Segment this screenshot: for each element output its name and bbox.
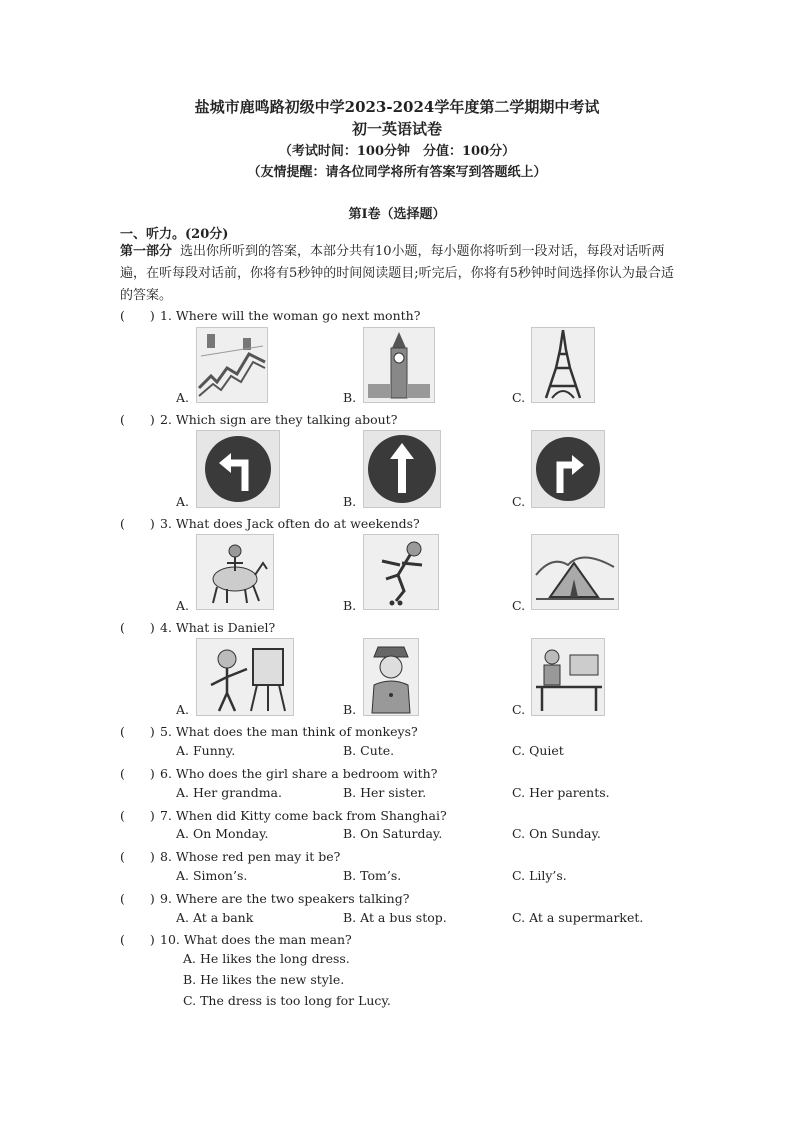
option-letter-b: B. <box>343 390 357 405</box>
option-a[interactable]: A. Her grandma. <box>176 785 282 800</box>
option-c[interactable]: C. Lily’s. <box>512 868 567 883</box>
question-text: 1. Where will the woman go next month? <box>160 308 421 323</box>
option-a[interactable]: A. On Monday. <box>176 826 269 841</box>
option-letter-a: A. <box>176 494 190 509</box>
question-3 <box>120 514 420 532</box>
answer-bracket[interactable]: ( ) <box>120 849 155 864</box>
question-7 <box>120 806 447 824</box>
answer-bracket[interactable]: ( ) <box>120 932 155 947</box>
painter-icon <box>196 638 294 716</box>
option-b[interactable]: B. On Saturday. <box>343 826 443 841</box>
option-b[interactable]: B. Tom’s. <box>343 868 402 883</box>
question-text: 3. What does Jack often do at weekends? <box>160 516 420 531</box>
turn-left-sign-icon <box>196 430 280 508</box>
exam-subtitle: 初一英语试卷 <box>351 120 442 138</box>
answer-bracket[interactable]: ( ) <box>120 516 155 531</box>
question-text: 5. What does the man think of monkeys? <box>160 724 418 739</box>
eiffel-tower-icon <box>531 327 595 403</box>
question-text: 9. Where are the two speakers talking? <box>160 891 410 906</box>
answer-bracket[interactable]: ( ) <box>120 620 155 635</box>
option-b[interactable]: B. Her sister. <box>343 785 427 800</box>
exam-reminder: （友情提醒：请各位同学将所有答案写到答题纸上） <box>247 165 547 180</box>
big-ben-icon <box>363 327 435 403</box>
option-c[interactable]: C. The dress is too long for Lucy. <box>183 993 391 1008</box>
option-c[interactable]: C. Quiet <box>512 743 564 758</box>
option-b[interactable]: B. Cute. <box>343 743 395 758</box>
option-letter-b: B. <box>343 494 357 509</box>
option-a[interactable]: A. Simon’s. <box>176 868 248 883</box>
great-wall-icon <box>196 327 268 403</box>
volume-heading: 第Ⅰ卷（选择题） <box>348 207 446 222</box>
part-text: 选出你所听到的答案，本部分共有10小题，每小题你将听到一段对话，每段对话听两遍，在听每段对话前，你将有5秒钟的时间阅读题目;听完后，你将有5秒钟时间选择你认为最合适的答案。 <box>120 244 674 303</box>
question-5 <box>120 722 418 740</box>
option-c[interactable]: C. Her parents. <box>512 785 610 800</box>
option-c[interactable]: C. At a supermarket. <box>512 910 644 925</box>
police-officer-icon <box>363 638 419 716</box>
question-text: 8. Whose red pen may it be? <box>160 849 341 864</box>
option-letter-c: C. <box>512 494 526 509</box>
question-text: 7. When did Kitty come back from Shanghai? <box>160 808 447 823</box>
answer-bracket[interactable]: ( ) <box>120 308 155 323</box>
question-9 <box>120 889 409 907</box>
section-heading: 一、听力。(20分) <box>120 227 229 242</box>
question-8 <box>120 847 340 865</box>
question-10 <box>120 930 352 948</box>
turn-right-sign-icon <box>531 430 605 508</box>
question-text: 2. Which sign are they talking about? <box>160 412 398 427</box>
question-2 <box>120 410 397 428</box>
option-b[interactable]: B. At a bus stop. <box>343 910 447 925</box>
answer-bracket[interactable]: ( ) <box>120 808 155 823</box>
answer-bracket[interactable]: ( ) <box>120 412 155 427</box>
go-straight-sign-icon <box>363 430 441 508</box>
option-letter-a: A. <box>176 702 190 717</box>
question-1 <box>120 306 420 324</box>
option-letter-b: B. <box>343 702 357 717</box>
answer-bracket[interactable]: ( ) <box>120 766 155 781</box>
answer-bracket[interactable]: ( ) <box>120 724 155 739</box>
option-letter-a: A. <box>176 390 190 405</box>
option-letter-c: C. <box>512 598 526 613</box>
answer-bracket[interactable]: ( ) <box>120 891 155 906</box>
office-worker-icon <box>531 638 605 716</box>
option-letter-c: C. <box>512 702 526 717</box>
camping-tent-icon <box>531 534 619 610</box>
option-letter-b: B. <box>343 598 357 613</box>
option-letter-a: A. <box>176 598 190 613</box>
option-a[interactable]: A. At a bank <box>176 910 254 925</box>
option-letter-c: C. <box>512 390 526 405</box>
part-label: 第一部分 <box>120 244 173 259</box>
option-b[interactable]: B. He likes the new style. <box>183 972 345 987</box>
exam-title: 盐城市鹿鸣路初级中学2023-2024学年度第二学期期中考试 <box>194 98 600 116</box>
question-text: 4. What is Daniel? <box>160 620 276 635</box>
exam-time-score: （考试时间：100分钟 分值：100分） <box>278 144 516 159</box>
question-text: 10. What does the man mean? <box>160 932 352 947</box>
horse-riding-icon <box>196 534 274 610</box>
option-a[interactable]: A. Funny. <box>176 743 236 758</box>
roller-skating-icon <box>363 534 439 610</box>
option-a[interactable]: A. He likes the long dress. <box>183 951 350 966</box>
option-c[interactable]: C. On Sunday. <box>512 826 601 841</box>
question-6 <box>120 764 437 782</box>
question-text: 6. Who does the girl share a bedroom with? <box>160 766 438 781</box>
part-instructions <box>120 241 680 307</box>
question-4 <box>120 618 275 636</box>
